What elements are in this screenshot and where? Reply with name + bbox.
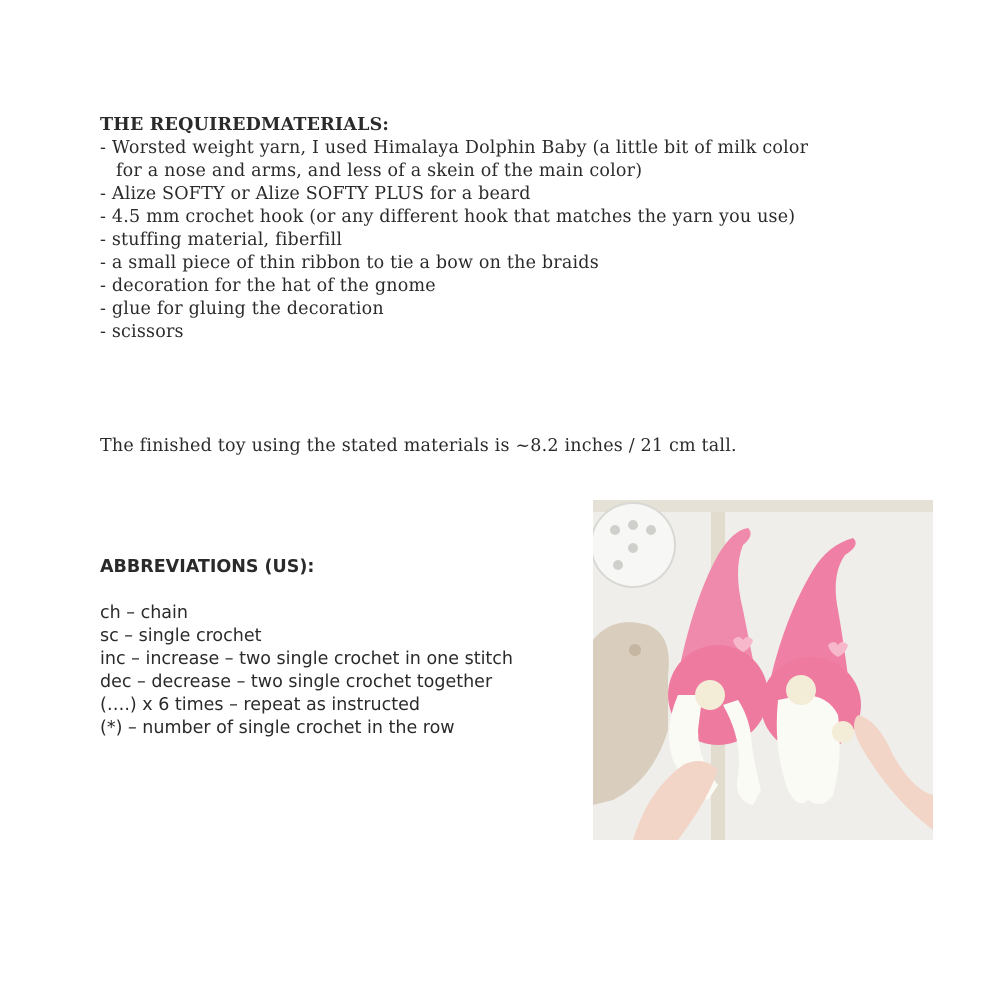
materials-item-yarn-continued: for a nose and arms, and less of a skein of the main color) — [116, 161, 643, 181]
abbreviations-heading: ABBREVIATIONS (US): — [100, 557, 315, 577]
materials-heading: THE REQUIREDMATERIALS: — [100, 115, 390, 135]
abbreviations-section — [100, 556, 580, 740]
materials-item-ribbon: - a small piece of thin ribbon to tie a bow on the braids — [100, 253, 599, 273]
right-arm — [832, 721, 854, 743]
gnome-photo — [593, 500, 933, 840]
left-nose — [695, 680, 725, 710]
abbreviation-dec: dec – decrease – two single crochet together — [100, 672, 493, 692]
materials-item-hook: - 4.5 mm crochet hook (or any different hook that matches the yarn you use) — [100, 207, 796, 227]
materials-item-glue: - glue for gluing the decoration — [100, 299, 384, 319]
materials-item-yarn: - Worsted weight yarn, I used Himalaya Dolphin Baby (a little bit of milk color — [100, 138, 809, 158]
abbreviation-repeat: (….) x 6 times – repeat as instructed — [100, 695, 421, 715]
abbreviation-stitch-count: (*) – number of single crochet in the row — [100, 718, 455, 738]
gnome-illustration — [593, 500, 933, 840]
abbreviation-inc: inc – increase – two single crochet in one stitch — [100, 649, 514, 669]
materials-item-scissors: - scissors — [100, 322, 184, 342]
right-nose — [786, 675, 816, 705]
materials-section — [100, 114, 900, 344]
abbreviation-sc: sc – single crochet — [100, 626, 262, 646]
materials-item-stuffing: - stuffing material, fiberfill — [100, 230, 343, 250]
materials-item-decoration: - decoration for the hat of the gnome — [100, 276, 436, 296]
abbreviation-ch: ch – chain — [100, 603, 188, 623]
materials-item-beard-yarn: - Alize SOFTY or Alize SOFTY PLUS for a beard — [100, 184, 531, 204]
finished-size-note: The finished toy using the stated materials is ~8.2 inches / 21 cm tall. — [100, 436, 737, 456]
